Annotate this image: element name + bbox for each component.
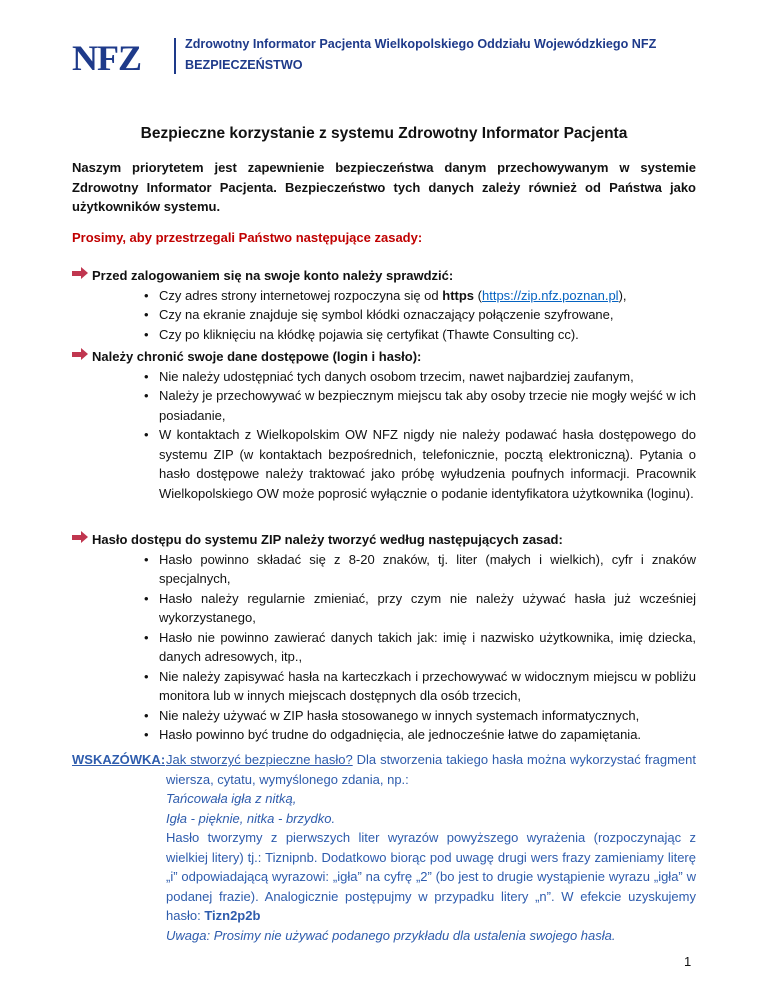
list-item-text: Czy po kliknięciu na kłódkę pojawia się certyfikat (Thawte Consulting cc). [159,326,579,342]
list-item [72,667,696,706]
list-item-text: Nie należy udostępniać tych danych osobom trzecim, nawet najbardziej zaufanym, [159,368,634,384]
tip-label: WSKAZÓWKA: [72,752,166,767]
paren-close: ), [618,287,627,303]
list-item [72,589,696,628]
nfz-logo: NFZ [72,38,141,78]
list-item-text: Hasło należy regularnie zmieniać, przy czym nie należy używać hasła już wcześniej wykorzystanego, [159,590,696,625]
list-item-text: Hasło powinno być trudne do odgadnięcia, ale jednocześnie łatwe do zapamiętania. [159,727,642,742]
header-title: Zdrowotny Informator Pacjenta Wielkopolskiego Oddziału Wojewódzkiego NFZ [185,37,657,51]
tip-verse-2: Igła - pięknie, nitka - brzydko. [166,810,336,826]
red-arrow-icon [72,271,81,276]
bullet-icon: • [144,629,149,645]
header-subtitle: BEZPIECZEŃSTWO [185,58,303,72]
list-item [72,386,696,425]
section-heading-text: Należy chronić swoje dane dostępowe (login i hasło): [92,349,422,364]
list-item-text: Hasło nie powinno zawierać danych takich jak: imię i nazwisko użytkownika, imię dziecka, danych adresowych, itp., [159,629,696,664]
https-text: https [442,287,475,303]
bullet-icon: • [144,326,149,342]
section-heading-text: Przed zalogowaniem się na swoje konto należy sprawdzić: [92,268,454,283]
rules-heading: Prosimy, aby przestrzegali Państwo następujące zasady: [72,230,423,245]
bullet-icon: • [144,551,149,567]
bullet-icon: • [144,307,149,322]
list-item [72,325,696,345]
tip-text-1: Dla stworzenia takiego hasła można wykorzystać fragment wiersza, cytatu, wymyślonego zdania, np.: [166,752,696,787]
tip-intro [166,750,696,789]
tip-text-2: Hasło tworzymy z pierwszych liter wyrazów powyższego wyrażenia (rozpoczynając z wielkiej litery) tj.: Tiznipnb. Dodatkowo biorąc pod uwagę drugi wers frazy zamieniamy literę „i” odpowiadającą wyrazowi: „igła” na cyfrę „2” (bo jest to drugie wystąpienie wyrazu „igła” w podanej frazie). Analogicznie postępujmy w przypadku litery „n”. W efekcie uzyskujemy hasło: [166,830,696,923]
list-item [72,628,696,667]
list-item [72,305,696,325]
intro-paragraph: Naszym priorytetem jest zapewnienie bezpieczeństwa danym przechowywanym w systemie Zdrowotny Informator Pacjenta. Bezpieczeństwo tych danych zależy również od Państwa jako użytkowników systemu. [72,160,696,214]
tip-explanation [166,828,696,926]
list-item [72,425,696,503]
bullet-icon: • [144,287,149,303]
tip-note: Uwaga: Prosimy nie używać podanego przykładu dla ustalenia swojego hasła. [166,927,616,943]
list-item [72,550,696,589]
bullet-list [72,286,696,345]
red-arrow-icon [72,535,81,540]
bullet-icon: • [144,368,149,384]
bullet-icon: • [144,668,149,684]
bullet-list [72,550,696,745]
list-item [72,367,696,387]
section-heading-text: Hasło dostępu do systemu ZIP należy tworzyć według następujących zasad: [92,532,563,547]
list-item-text: W kontaktach z Wielkopolskim OW NFZ nigdy nie należy podawać hasła dostępowego do systemu ZIP (w kontaktach bezpośrednich, telefonicznie, pocztą elektroniczną). Pytania o hasło dostępowe należy traktować jako próbę wyłudzenia poufnych informacji. Pracownik Wielkopolskiego OW może poprosić wyłącznie o podanie identyfikatora użytkownika (loginu). [159,427,696,501]
tip-body [166,750,696,945]
document-title: Bezpieczne korzystanie z systemu Zdrowotny Informator Pacjenta [140,125,628,142]
section-credentials [72,347,696,503]
bullet-icon: • [144,727,149,742]
section-heading [72,266,696,286]
page-number: 1 [684,954,692,969]
section-heading [72,347,696,367]
list-item [72,286,696,306]
list-item-text: Czy adres strony internetowej rozpoczyna się od [159,287,443,303]
tip-password: Tizn2p2b [204,908,261,923]
tip-verse-1: Tańcowała igła z nitką, [166,791,297,806]
list-item [72,725,696,745]
paren-open: ( [474,287,482,303]
tip-question: Jak stworzyć bezpieczne hasło? [166,752,353,767]
section-heading [72,530,696,550]
bullet-icon: • [144,388,149,403]
bullet-icon: • [144,590,149,606]
bullet-icon: • [144,427,149,442]
list-item [72,706,696,726]
red-arrow-icon [72,352,81,357]
header-divider [174,38,176,74]
section-login-check [72,266,696,344]
section-password-rules [72,530,696,745]
list-item-text: Nie należy zapisywać hasła na karteczkach i przechowywać w widocznym miejscu w pobliżu monitora lub w innych miejscach dostępnych dla osób trzecich, [159,668,696,703]
zip-link[interactable]: https://zip.nfz.poznan.pl [481,287,619,303]
tip-block [72,750,696,945]
list-item-text: Nie należy używać w ZIP hasła stosowanego w innych systemach informatycznych, [159,707,640,723]
bullet-list [72,367,696,504]
bullet-icon: • [144,707,149,723]
list-item-text: Hasło powinno składać się z 8-20 znaków, tj. liter (małych i wielkich), cyfr i znaków specjalnych, [159,551,696,586]
list-item-text: Czy na ekranie znajduje się symbol kłódki oznaczający połączenie szyfrowane, [159,307,614,322]
list-item-text: Należy je przechowywać w bezpiecznym miejscu tak aby osoby trzecie nie mogły wejść w ich posiadanie, [159,388,696,423]
